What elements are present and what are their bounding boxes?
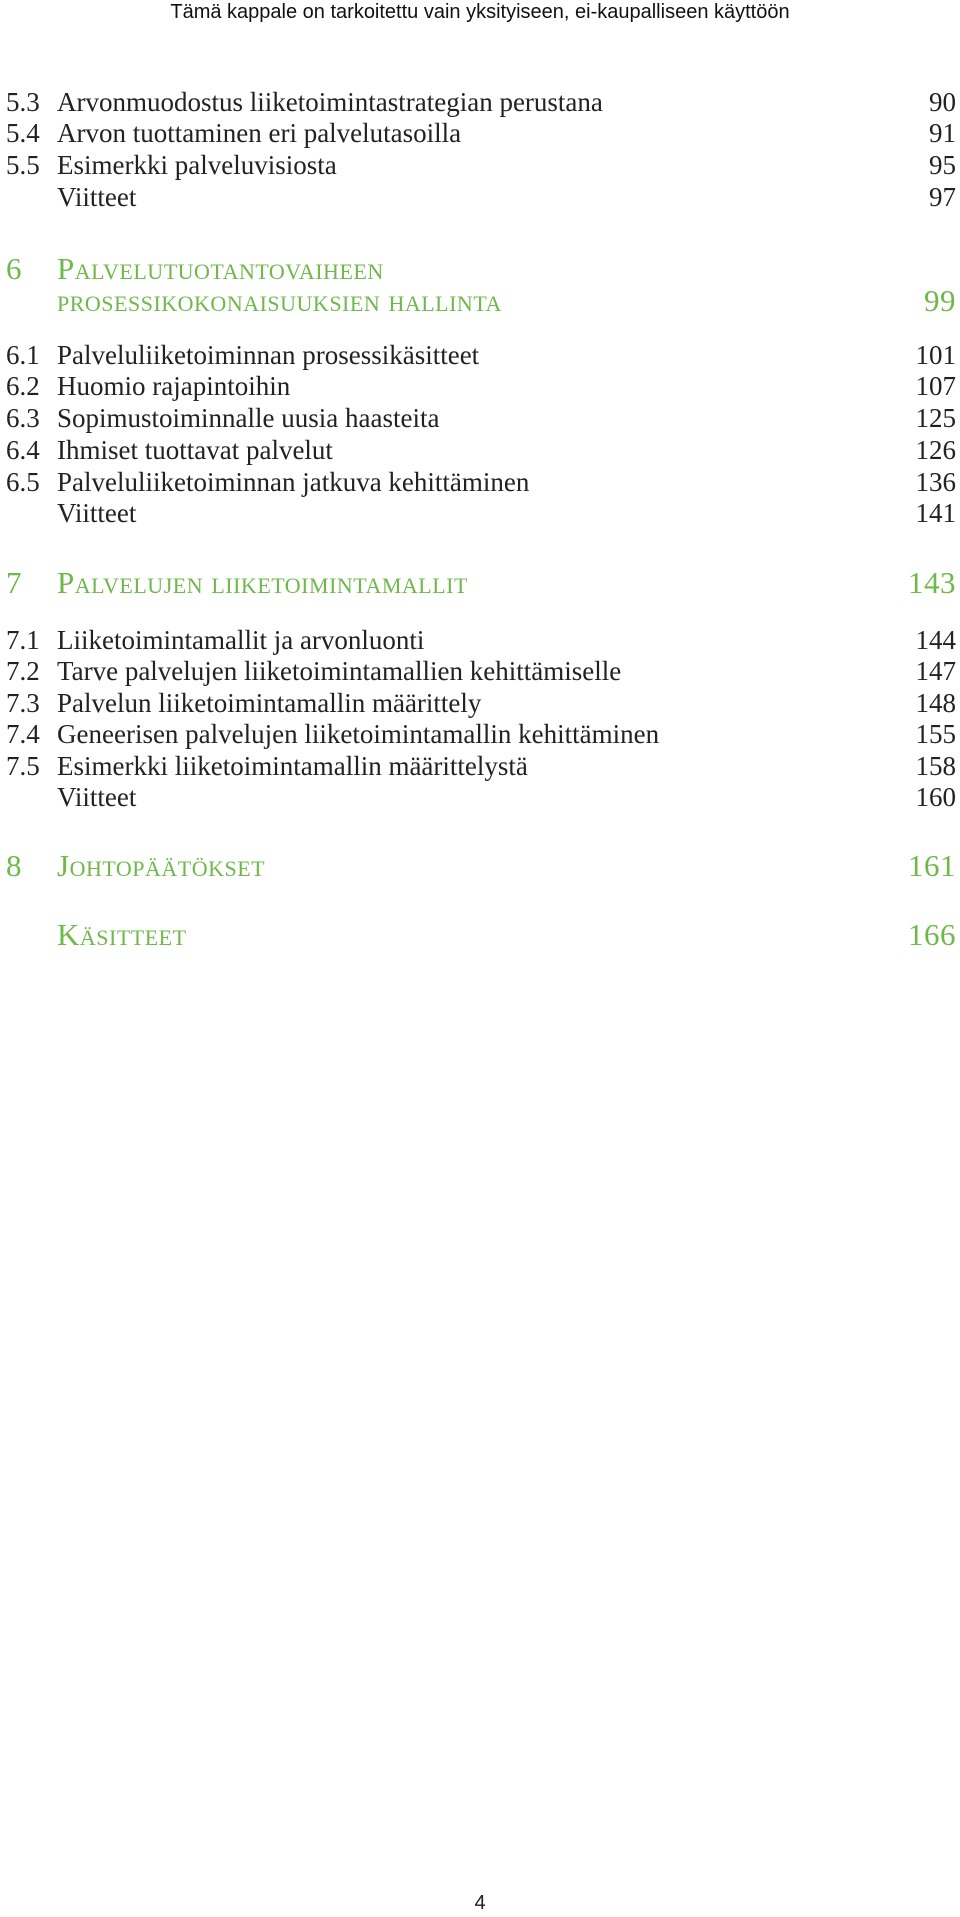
toc-entry-title: prosessikokonaisuuksien hallinta <box>57 283 502 318</box>
toc-entry-page: 141 <box>915 498 956 528</box>
toc-entry-title: Palvelujen liiketoimintamallit <box>57 565 468 600</box>
toc-entry-title: Palveluliiketoiminnan prosessikäsitteet <box>57 340 480 370</box>
toc-entry-title: Viitteet <box>57 498 137 528</box>
toc-entry-title: Geneerisen palvelujen liiketoimintamallin kehittäminen <box>57 719 660 749</box>
toc-section-entry[interactable] <box>0 147 960 183</box>
toc-entry-page: 166 <box>908 917 956 952</box>
toc-entry-page: 125 <box>915 403 956 433</box>
toc-entry-title: Johtopäätökset <box>57 848 266 883</box>
toc-entry-title: Ihmiset tuottavat palvelut <box>57 435 333 465</box>
toc-chapter-entry[interactable] <box>0 251 960 287</box>
toc-entry-number: 7.1 <box>6 625 40 655</box>
toc-entry-number: 6.4 <box>6 435 40 465</box>
toc-entry-title: Käsitteet <box>57 917 187 952</box>
toc-entry-page: 90 <box>929 87 956 117</box>
toc-entry-number: 6.1 <box>6 340 40 370</box>
toc-entry-title: Esimerkki liiketoimintamallin määrittelystä <box>57 751 528 781</box>
toc-entry-page: 99 <box>924 283 956 318</box>
toc-entry-title: Palveluliiketoiminnan jatkuva kehittäminen <box>57 467 530 497</box>
toc-entry-number: 7.5 <box>6 751 40 781</box>
toc-entry-page: 91 <box>929 118 956 148</box>
toc-entry-page: 97 <box>929 182 956 212</box>
usage-notice: Tämä kappale on tarkoitettu vain yksityiseen, ei-kaupalliseen käyttöön <box>170 1 790 23</box>
toc-section-entry[interactable] <box>0 716 960 752</box>
toc-chapter-entry[interactable] <box>0 283 960 319</box>
toc-entry-number: 6.5 <box>6 467 40 497</box>
toc-entry-page: 155 <box>915 719 956 749</box>
toc-entry-number: 7.4 <box>6 719 40 749</box>
toc-entry-number: 7 <box>6 565 22 600</box>
toc-chapter-entry[interactable] <box>0 917 960 953</box>
toc-entry-page: 158 <box>915 751 956 781</box>
page-number: 4 <box>474 1892 486 1914</box>
toc-entry-page: 147 <box>915 656 956 686</box>
toc-entry-page: 101 <box>915 340 956 370</box>
toc-entry-number: 7.3 <box>6 688 40 718</box>
toc-section-entry[interactable] <box>0 179 960 215</box>
toc-entry-title: Sopimustoiminnalle uusia haasteita <box>57 403 440 433</box>
toc-entry-number: 5.4 <box>6 118 40 148</box>
toc-section-entry[interactable] <box>0 779 960 815</box>
toc-entry-page: 95 <box>929 150 956 180</box>
toc-entry-title: Arvon tuottaminen eri palvelutasoilla <box>57 118 462 148</box>
toc-section-entry[interactable] <box>0 653 960 689</box>
toc-entry-number: 8 <box>6 848 22 883</box>
toc-entry-page: 144 <box>915 625 956 655</box>
toc-entry-title: Palvelun liiketoimintamallin määrittely <box>57 688 482 718</box>
toc-section-entry[interactable] <box>0 495 960 531</box>
toc-section-entry[interactable] <box>0 400 960 436</box>
toc-entry-page: 160 <box>915 782 956 812</box>
toc-entry-title: Viitteet <box>57 182 137 212</box>
toc-entry-number: 6.3 <box>6 403 40 433</box>
toc-entry-number: 6 <box>6 251 22 286</box>
toc-entry-title: Tarve palvelujen liiketoimintamallien kehittämiselle <box>57 656 622 686</box>
toc-entry-title: Huomio rajapintoihin <box>57 371 291 401</box>
toc-chapter-entry[interactable] <box>0 848 960 884</box>
toc-entry-title: Liiketoimintamallit ja arvonluonti <box>57 625 425 655</box>
toc-entry-number: 5.3 <box>6 87 40 117</box>
toc-section-entry[interactable] <box>0 432 960 468</box>
toc-entry-title: Viitteet <box>57 782 137 812</box>
toc-entry-title: Esimerkki palveluvisiosta <box>57 150 337 180</box>
toc-entry-page: 107 <box>915 371 956 401</box>
toc-entry-page: 148 <box>915 688 956 718</box>
toc-entry-page: 143 <box>908 565 956 600</box>
toc-entry-number: 5.5 <box>6 150 40 180</box>
toc-chapter-entry[interactable] <box>0 565 960 601</box>
toc-section-entry[interactable] <box>0 368 960 404</box>
toc-entry-page: 136 <box>915 467 956 497</box>
toc-entry-page: 161 <box>908 848 956 883</box>
toc-entry-title: Palvelutuotantovaiheen <box>57 251 384 286</box>
toc-entry-page: 126 <box>915 435 956 465</box>
toc-entry-number: 7.2 <box>6 656 40 686</box>
toc-entry-title: Arvonmuodostus liiketoimintastrategian perustana <box>57 87 603 117</box>
toc-entry-number: 6.2 <box>6 371 40 401</box>
toc-section-entry[interactable] <box>0 115 960 151</box>
